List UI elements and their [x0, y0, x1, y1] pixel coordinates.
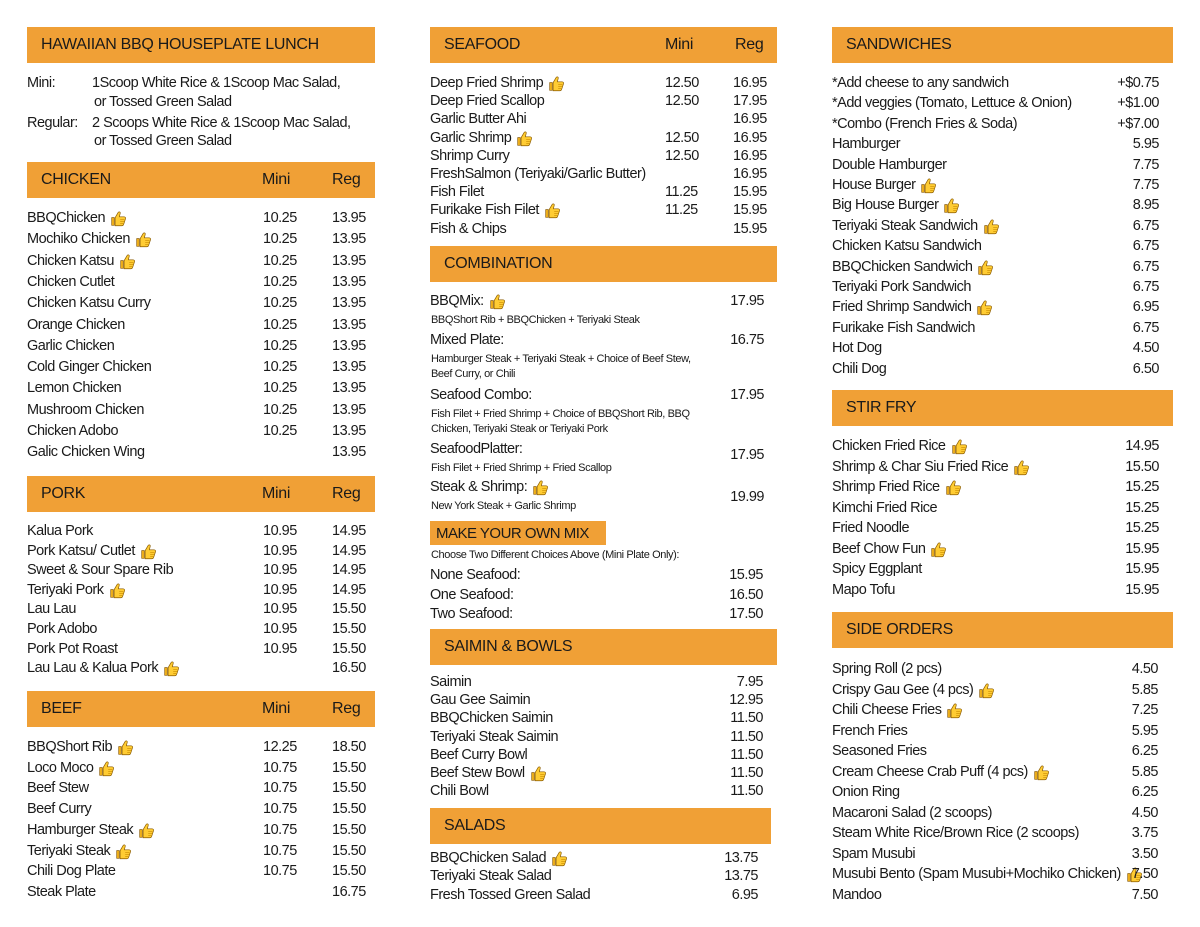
item-price: +$0.75: [1117, 75, 1159, 91]
item-name: [832, 825, 1079, 842]
salads-title: SALADS: [444, 817, 506, 834]
item-name-text: *Add veggies (Tomato, Lettuce & Onion): [832, 95, 1072, 112]
item-name: [832, 95, 1072, 112]
item-name-text: Garlic Butter Ahi: [430, 111, 527, 128]
item-price-mini: 12.50: [665, 147, 699, 164]
item-name: [832, 259, 994, 276]
item-name-text: Musubi Bento (Spam Musubi+Mochiko Chicken): [832, 866, 1121, 882]
sides-title: SIDE ORDERS: [846, 621, 953, 638]
item-name-text: Deep Fried Shrimp: [430, 75, 544, 91]
item-name-text: BBQMix:: [430, 293, 484, 309]
item-price-mini: 10.25: [263, 423, 297, 439]
item-name: [832, 866, 1143, 883]
item-price-mini: 10.95: [263, 621, 297, 637]
item-name: [832, 702, 963, 719]
item-price-mini: 10.75: [263, 759, 297, 776]
item-price: 15.95: [1125, 561, 1159, 577]
thumbs-up-icon: [976, 299, 993, 316]
beef-title: BEEF: [41, 700, 82, 717]
mini-col-header: Mini: [262, 171, 291, 188]
item-name-text: Sweet & Sour Spare Rib: [27, 562, 174, 579]
item-price-reg: 15.50: [332, 621, 366, 637]
item-name-text: Hamburger: [832, 136, 901, 153]
item-price-reg: 16.95: [733, 129, 767, 146]
item-price: 17.95: [730, 447, 764, 463]
item-name-text: Shrimp Fried Rice: [832, 479, 940, 495]
item-price-mini: 10.75: [263, 863, 297, 880]
item-price: 19.99: [730, 489, 764, 505]
item-name: [832, 805, 992, 822]
item-name-text: Beef Curry Bowl: [430, 746, 528, 763]
item-price: 6.75: [1132, 217, 1159, 234]
item-name: [832, 764, 1050, 781]
mini-label: Mini:: [27, 75, 56, 91]
item-name-text: Garlic Chicken: [27, 337, 115, 354]
reg-col-header: Reg: [332, 171, 361, 188]
item-price: 15.25: [1125, 520, 1159, 536]
item-name-text: Chili Dog Plate: [27, 863, 116, 880]
item-name-text: FreshSalmon (Teriyaki/Garlic Butter): [430, 166, 646, 182]
item-name-text: Chicken Katsu Sandwich: [832, 238, 982, 255]
item-price-reg: 14.95: [332, 562, 366, 579]
item-price: 16.75: [730, 332, 764, 348]
item-name-text: Seafood Combo:: [430, 387, 532, 403]
combo-desc: BBQShort Rib + BBQChicken + Teriyaki Steak: [431, 314, 640, 326]
item-price: 6.75: [1132, 258, 1159, 275]
item-price: 17.95: [730, 387, 764, 403]
item-name-text: Beef Chow Fun: [832, 540, 926, 557]
item-name-text: Pork Pot Roast: [27, 640, 118, 657]
item-name-text: Chicken Katsu: [27, 252, 114, 269]
item-name-text: Pork Adobo: [27, 621, 97, 637]
item-name-text: SeafoodPlatter:: [430, 441, 523, 457]
item-name-text: Spicy Eggplant: [832, 561, 922, 577]
item-name: [832, 561, 922, 578]
item-name-text: Fried Noodle: [832, 520, 910, 536]
item-price: 13.75: [724, 850, 758, 866]
item-price-reg: 15.50: [332, 640, 366, 657]
item-name-text: Spring Roll (2 pcs): [832, 661, 942, 677]
item-price: 11.50: [730, 746, 763, 763]
item-price-reg: 15.50: [332, 780, 366, 797]
item-name-text: Mochiko Chicken: [27, 231, 130, 248]
combo-desc: Fish Filet + Fried Shrimp + Choice of BBQShort Rib, BBQ: [431, 408, 690, 420]
item-price-reg: 16.95: [733, 111, 767, 128]
item-price-mini: 10.25: [263, 252, 297, 269]
item-name-text: Onion Ring: [832, 784, 900, 800]
item-name-text: Saimin: [430, 674, 472, 690]
item-name: [832, 541, 947, 558]
item-price-reg: 13.95: [332, 316, 366, 333]
item-name: [832, 279, 971, 296]
stirfry-header: [832, 390, 1173, 426]
item-price-mini: 11.25: [665, 202, 698, 219]
item-price-mini: 10.25: [263, 401, 297, 418]
item-name-text: *Add cheese to any sandwich: [832, 75, 1009, 91]
item-name: [832, 218, 1000, 235]
item-name-text: Spam Musubi: [832, 845, 916, 862]
item-name: [832, 136, 900, 153]
item-name-text: Chicken Adobo: [27, 423, 119, 439]
sandwiches-header: [832, 27, 1173, 63]
item-name-text: Orange Chicken: [27, 316, 125, 333]
item-price: 17.95: [730, 293, 764, 309]
item-price-reg: 15.50: [332, 863, 366, 880]
reg-col-header: Reg: [332, 700, 361, 717]
item-price-reg: 13.95: [332, 231, 366, 248]
item-price-mini: 12.50: [665, 129, 699, 146]
item-price-mini: 11.25: [665, 184, 698, 201]
item-price: +$1.00: [1117, 95, 1159, 112]
item-price-reg: 14.95: [332, 523, 366, 539]
item-name-text: Chili Bowl: [430, 783, 489, 800]
item-price-reg: 14.95: [332, 581, 366, 598]
item-price-reg: 15.95: [733, 220, 767, 237]
item-name-text: None Seafood:: [430, 567, 521, 583]
item-price-mini: 10.95: [263, 562, 297, 579]
item-price: 3.75: [1131, 825, 1158, 841]
item-name-text: Crispy Gau Gee (4 pcs): [832, 681, 974, 698]
mini-col-header: Mini: [262, 700, 291, 717]
thumbs-up-icon: [920, 177, 937, 194]
item-price: 6.95: [1132, 299, 1159, 316]
item-price: 4.50: [1131, 661, 1158, 677]
item-name-text: Lau Lau: [27, 601, 76, 618]
item-name-text: Mandoo: [832, 886, 882, 903]
item-price: 15.50: [1125, 458, 1159, 475]
item-price-reg: 17.95: [733, 93, 767, 110]
item-name: [832, 116, 1017, 133]
mini-col-header: Mini: [665, 36, 694, 53]
item-name-text: Macaroni Salad (2 scoops): [832, 804, 992, 821]
item-price-reg: 13.95: [332, 252, 366, 269]
item-price-mini: 10.95: [263, 640, 297, 657]
item-name-text: BBQChicken Sandwich: [832, 258, 973, 275]
reg-col-header: Reg: [332, 485, 361, 502]
item-name: [832, 320, 975, 337]
item-price-mini: 10.75: [263, 801, 297, 818]
item-price: 7.95: [736, 674, 763, 690]
item-price: 12.95: [729, 692, 763, 709]
item-price: 5.95: [1132, 136, 1159, 153]
item-name: [832, 500, 937, 517]
mix-title: MAKE YOUR OWN MIX: [436, 524, 589, 542]
item-price: 11.50: [730, 765, 763, 781]
item-price: 5.95: [1131, 722, 1158, 739]
item-name-text: Chili Cheese Fries: [832, 702, 942, 718]
item-price: 4.50: [1132, 340, 1159, 357]
item-price-reg: 15.95: [733, 184, 767, 201]
item-price-mini: 10.95: [263, 581, 297, 598]
item-name-text: Seasoned Fries: [832, 743, 927, 759]
item-name-text: Teriyaki Pork Sandwich: [832, 279, 971, 295]
sides-header: [832, 612, 1173, 648]
item-price-reg: 16.50: [332, 660, 366, 677]
thumbs-up-icon: [945, 479, 962, 496]
item-price-mini: 10.25: [263, 380, 297, 397]
item-name-text: Cream Cheese Crab Puff (4 pcs): [832, 763, 1028, 780]
pork-title: PORK: [41, 485, 86, 502]
item-price: 6.25: [1131, 784, 1158, 800]
item-name-text: One Seafood:: [430, 586, 514, 603]
sandwiches-title: SANDWICHES: [846, 36, 952, 53]
item-name-text: Shrimp & Char Siu Fried Rice: [832, 458, 1009, 475]
item-price-reg: 16.75: [332, 883, 366, 900]
mini-desc-1: 1Scoop White Rice & 1Scoop Mac Salad,: [92, 75, 341, 91]
item-name-text: BBQChicken: [27, 210, 106, 226]
item-name: [832, 157, 947, 174]
item-price-mini: 10.25: [263, 231, 297, 248]
item-name-text: Mushroom Chicken: [27, 401, 144, 418]
item-price-mini: 10.25: [263, 210, 297, 226]
item-name-text: Loco Moco: [27, 759, 94, 776]
item-price-mini: 10.25: [263, 316, 297, 333]
item-price-reg: 13.95: [332, 401, 366, 418]
item-price-reg: 16.95: [733, 166, 767, 182]
combo-desc: Beef Curry, or Chili: [431, 368, 516, 380]
item-price-reg: 13.95: [332, 444, 366, 461]
item-name-text: Teriyaki Steak Salad: [430, 868, 552, 885]
thumbs-up-icon: [983, 218, 1000, 235]
mini-desc-2: or Tossed Green Salad: [94, 94, 232, 110]
item-name-text: Gau Gee Saimin: [430, 692, 531, 709]
regular-desc-1: 2 Scoops White Rice & 1Scoop Mac Salad,: [92, 115, 351, 131]
item-name-text: Steak Plate: [27, 883, 96, 900]
item-name-text: Kimchi Fried Rice: [832, 499, 938, 516]
item-name-text: Teriyaki Steak Saimin: [430, 728, 559, 745]
item-name: [832, 238, 981, 255]
item-name-text: Fried Shrimp Sandwich: [832, 299, 972, 316]
item-name: [832, 723, 907, 740]
item-price-reg: 13.95: [332, 295, 366, 312]
item-price-reg: 16.95: [733, 75, 767, 91]
item-name-text: Teriyaki Pork: [27, 581, 104, 598]
item-name: [832, 340, 882, 357]
item-name-text: Chicken Cutlet: [27, 273, 115, 290]
item-name-text: Kalua Pork: [27, 523, 93, 539]
combo-desc: Hamburger Steak + Teriyaki Steak + Choice of Beef Stew,: [431, 353, 691, 365]
combo-desc: New York Steak + Garlic Shrimp: [431, 500, 576, 512]
item-name-text: Teriyaki Steak Sandwich: [832, 217, 978, 234]
item-name: [832, 784, 900, 801]
item-price-mini: 10.25: [263, 273, 297, 290]
item-price: 14.95: [1125, 438, 1159, 454]
item-price: 15.95: [729, 567, 763, 583]
thumbs-up-icon: [1033, 764, 1050, 781]
item-price-mini: 12.50: [665, 75, 699, 91]
mix-note: Choose Two Different Choices Above (Mini Plate Only):: [431, 549, 680, 561]
item-name: [832, 479, 962, 496]
item-price: 6.75: [1132, 279, 1159, 295]
item-name-text: House Burger: [832, 177, 916, 193]
item-name: [832, 75, 1009, 92]
item-name-text: Deep Fried Scallop: [430, 93, 545, 110]
item-price-reg: 18.50: [332, 739, 366, 755]
item-price: 5.85: [1131, 763, 1158, 780]
regular-desc-2: or Tossed Green Salad: [94, 133, 232, 149]
item-name-text: Cold Ginger Chicken: [27, 359, 152, 376]
item-name-text: Mixed Plate:: [430, 332, 504, 348]
item-name-text: Pork Katsu/ Cutlet: [27, 542, 135, 559]
item-price-reg: 15.50: [332, 801, 366, 818]
item-price-reg: 13.95: [332, 273, 366, 290]
item-name-text: Furikake Fish Filet: [430, 202, 539, 219]
regular-label: Regular:: [27, 115, 78, 131]
item-price: 6.95: [731, 886, 758, 903]
stirfry-title: STIR FRY: [846, 399, 917, 416]
saimin-title: SAIMIN & BOWLS: [444, 638, 573, 655]
item-name-text: Lau Lau & Kalua Pork: [27, 660, 159, 677]
item-price: 7.75: [1132, 156, 1159, 173]
item-name: [832, 520, 909, 537]
item-price-reg: 15.50: [332, 821, 366, 838]
seafood-title: SEAFOOD: [444, 36, 521, 53]
item-name: [832, 361, 886, 378]
reg-col-header: Reg: [735, 36, 764, 53]
item-price: 17.50: [729, 606, 763, 622]
item-price: 11.50: [730, 728, 763, 745]
item-name-text: Fish & Chips: [430, 220, 507, 237]
item-price-mini: 12.25: [263, 739, 297, 755]
item-price: 6.75: [1132, 238, 1159, 255]
thumbs-up-icon: [1013, 459, 1030, 476]
item-price: 6.50: [1132, 360, 1159, 377]
item-price-reg: 15.50: [332, 601, 366, 618]
combination-title: COMBINATION: [444, 255, 553, 272]
item-price-reg: 13.95: [332, 337, 366, 354]
item-name-text: Teriyaki Steak: [27, 842, 111, 859]
mini-col-header: Mini: [262, 485, 291, 502]
item-price: 7.25: [1131, 702, 1158, 718]
item-name-text: Beef Stew Bowl: [430, 765, 525, 781]
item-price-reg: 16.95: [733, 147, 767, 164]
item-name-text: Big House Burger: [832, 197, 939, 214]
item-name-text: Shrimp Curry: [430, 147, 510, 164]
houseplate-title: HAWAIIAN BBQ HOUSEPLATE LUNCH: [41, 36, 319, 53]
item-name: [832, 887, 881, 904]
item-name-text: BBQShort Rib: [27, 739, 113, 755]
item-price-reg: 13.95: [332, 423, 366, 439]
item-price-reg: 15.50: [332, 842, 366, 859]
item-name: [832, 743, 927, 760]
item-price: 3.50: [1131, 845, 1158, 862]
item-price-mini: 10.75: [263, 821, 297, 838]
thumbs-up-icon: [943, 197, 960, 214]
item-price: 8.95: [1132, 197, 1159, 214]
item-name-text: Garlic Shrimp: [430, 129, 512, 146]
item-price-reg: 13.95: [332, 359, 366, 376]
item-price-mini: 12.50: [665, 93, 699, 110]
item-name: [832, 438, 968, 455]
item-name-text: Mapo Tofu: [832, 581, 895, 598]
item-name-text: Chicken Fried Rice: [832, 438, 946, 454]
combo-desc: Chicken, Teriyaki Steak or Teriyaki Pork: [431, 423, 608, 435]
item-name: [832, 846, 915, 863]
item-name-text: Beef Stew: [27, 780, 89, 797]
item-name: [832, 299, 993, 316]
item-price: 5.85: [1131, 681, 1158, 698]
item-name-text: Steak & Shrimp:: [430, 479, 528, 495]
item-name-text: Chicken Katsu Curry: [27, 295, 151, 312]
item-price-reg: 15.95: [733, 202, 767, 219]
item-name: [832, 459, 1030, 476]
item-price: 7.75: [1132, 177, 1159, 193]
item-name: [832, 682, 995, 699]
item-name: [832, 197, 960, 214]
item-price-reg: 15.50: [332, 759, 366, 776]
item-name-text: Hot Dog: [832, 340, 882, 357]
item-price: 13.75: [724, 868, 758, 885]
item-price-mini: 10.95: [263, 523, 297, 539]
item-price: 11.50: [730, 783, 763, 800]
item-name-text: French Fries: [832, 722, 908, 739]
item-name-text: Fresh Tossed Green Salad: [430, 886, 591, 903]
item-name-text: Double Hamburger: [832, 156, 947, 173]
chicken-title: CHICKEN: [41, 171, 111, 188]
item-name: [832, 177, 937, 194]
item-name-text: Fish Filet: [430, 184, 484, 201]
item-name: [832, 582, 895, 599]
item-price-mini: 10.25: [263, 337, 297, 354]
item-name-text: Galic Chicken Wing: [27, 444, 145, 461]
thumbs-up-icon: [951, 438, 968, 455]
item-price-mini: 10.95: [263, 542, 297, 559]
item-name-text: Two Seafood:: [430, 606, 513, 622]
item-price: 11.50: [730, 710, 763, 727]
thumbs-up-icon: [977, 259, 994, 276]
item-name-text: Furikake Fish Sandwich: [832, 319, 975, 336]
item-price-mini: 10.75: [263, 842, 297, 859]
item-price: 15.25: [1125, 499, 1159, 516]
item-price-reg: 14.95: [332, 542, 366, 559]
item-price: 6.75: [1132, 319, 1159, 336]
item-name-text: Beef Curry: [27, 801, 92, 818]
item-price: 16.50: [729, 586, 763, 603]
item-price: 4.50: [1131, 804, 1158, 821]
item-price-mini: 10.75: [263, 780, 297, 797]
item-price-mini: 10.25: [263, 295, 297, 312]
item-name-text: Steam White Rice/Brown Rice (2 scoops): [832, 825, 1079, 841]
item-name-text: Hamburger Steak: [27, 821, 134, 838]
item-price-reg: 13.95: [332, 380, 366, 397]
item-price: +$7.00: [1117, 115, 1159, 132]
item-name-text: *Combo (French Fries & Soda): [832, 115, 1018, 132]
item-price: 15.95: [1125, 581, 1159, 598]
combo-desc: Fish Filet + Fried Shrimp + Fried Scallop: [431, 462, 612, 474]
item-price-mini: 10.95: [263, 601, 297, 618]
item-price: 15.95: [1125, 540, 1159, 557]
item-name: [832, 661, 942, 678]
item-price: 7.50: [1131, 886, 1158, 903]
thumbs-up-icon: [946, 702, 963, 719]
item-price-reg: 13.95: [332, 210, 366, 226]
item-name-text: BBQChicken Salad: [430, 850, 547, 866]
item-name-text: Lemon Chicken: [27, 380, 122, 397]
thumbs-up-icon: [930, 541, 947, 558]
item-price: 15.25: [1125, 479, 1159, 495]
item-price: 6.25: [1131, 743, 1158, 759]
item-name-text: Chili Dog: [832, 360, 887, 377]
item-price: 7.50: [1131, 866, 1158, 882]
thumbs-up-icon: [978, 682, 995, 699]
item-price-mini: 10.25: [263, 359, 297, 376]
item-name-text: BBQChicken Saimin: [430, 710, 553, 727]
